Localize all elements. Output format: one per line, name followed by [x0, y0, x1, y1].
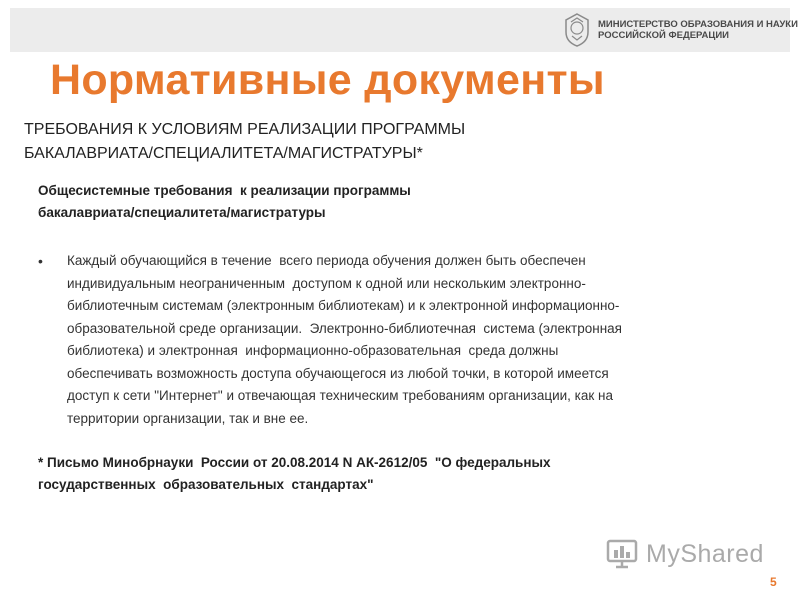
bullet-line: библиотечным системам (электронным библиотекам) и к электронной информационно- — [67, 298, 620, 313]
footnote — [38, 452, 738, 496]
ministry-name — [598, 19, 798, 41]
page-number: 5 — [770, 575, 777, 589]
subtitle — [24, 118, 624, 166]
footnote-line1: * Письмо Минобрнауки России от 20.08.2014 N АК-2612/05 "О федеральных — [38, 455, 551, 470]
subtitle-line1: ТРЕБОВАНИЯ К УСЛОВИЯМ РЕАЛИЗАЦИИ ПРОГРАММЫ — [24, 121, 466, 138]
watermark-text: MyShared — [646, 539, 764, 568]
watermark — [606, 536, 764, 572]
bullet-line: образовательной среде организации. Электронно-библиотечная система (электронная — [67, 320, 622, 336]
bullet-line: индивидуальным неограниченным доступом к одной или нескольким электронно- — [67, 275, 586, 291]
bullet-line: доступ к сети "Интернет" и отвечающая техническим требованиям организации, как на — [67, 388, 613, 403]
footnote-line2: государственных образовательных стандартах" — [38, 477, 374, 492]
ministry-line2: РОССИЙСКОЙ ФЕДЕРАЦИИ — [598, 30, 730, 41]
bullet-line: Каждый обучающийся в течение всего периода обучения должен быть обеспечен — [67, 253, 586, 268]
bullet-marker: • — [38, 253, 43, 269]
ministry-line1: МИНИСТЕРСТВО ОБРАЗОВАНИЯ И НАУКИ — [598, 19, 798, 30]
bullet-paragraph — [67, 250, 757, 430]
requirements-heading-line2: бакалавриата/специалитета/магистратуры — [38, 205, 326, 220]
emblem-icon — [562, 12, 592, 48]
bullet-line: обеспечивать возможность доступа обучающегося из любой точки, в которой имеется — [67, 365, 609, 381]
bullet-line: библиотека) и электронная информационно-образовательная среда должны — [67, 343, 559, 358]
chart-icon — [606, 537, 640, 571]
bullet-line: территории организации, так и вне ее. — [67, 410, 309, 426]
requirements-heading-line1: Общесистемные требования к реализации программы — [38, 183, 411, 198]
requirements-heading — [38, 180, 598, 224]
page-title: Нормативные документы — [50, 56, 605, 104]
subtitle-line2: БАКАЛАВРИАТА/СПЕЦИАЛИТЕТА/МАГИСТРАТУРЫ* — [24, 145, 423, 162]
